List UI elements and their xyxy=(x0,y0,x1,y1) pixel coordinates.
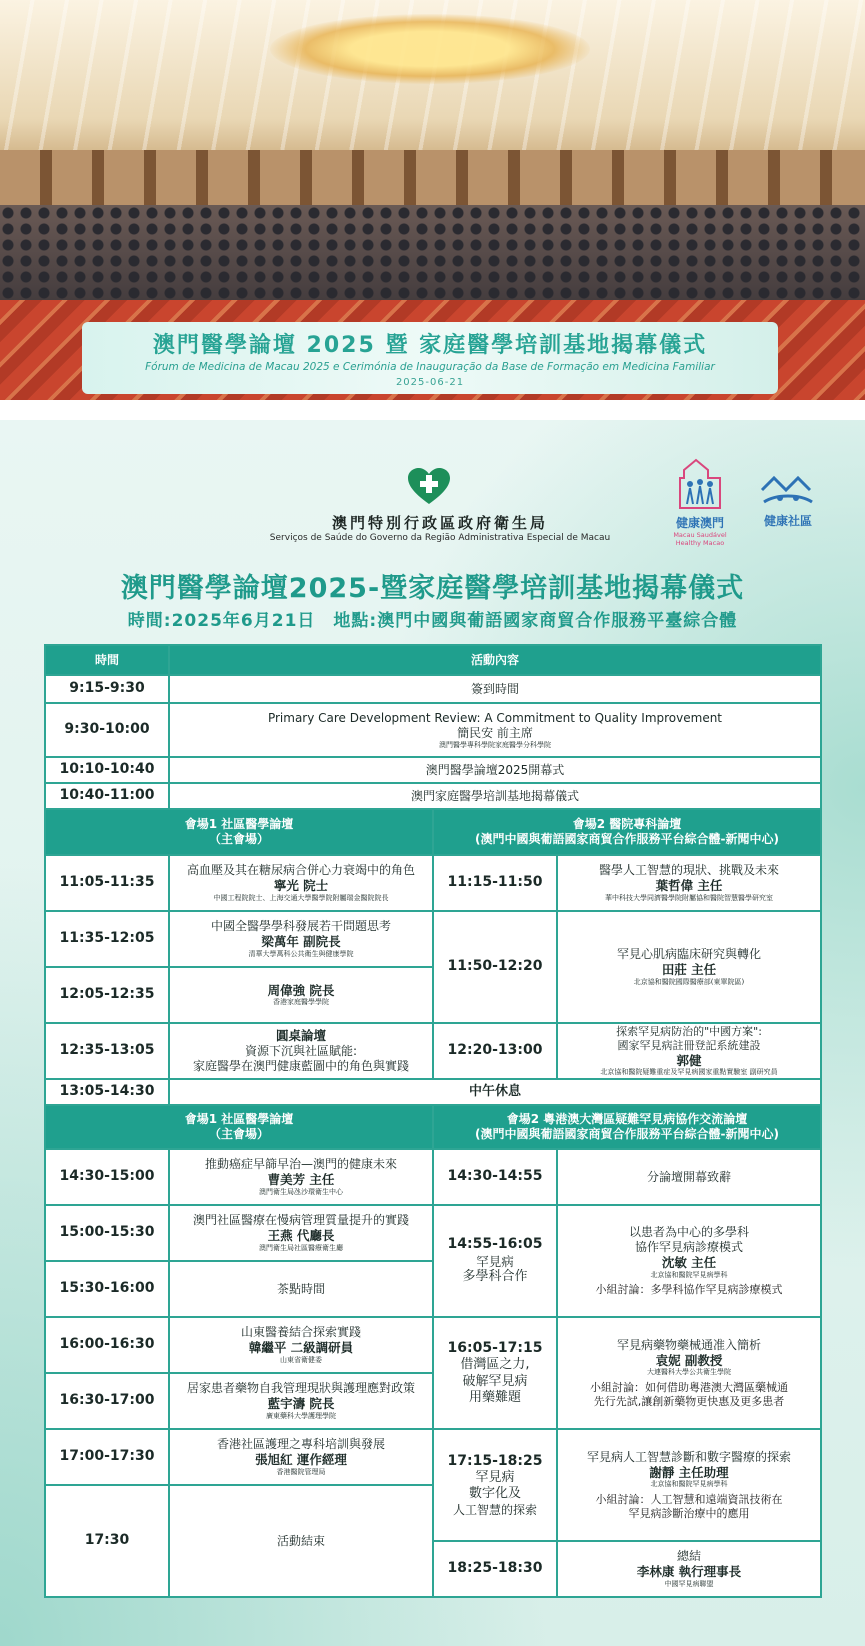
venue-note: （主會場） xyxy=(208,1127,269,1141)
talk-title: 推動癌症早篩早治—澳門的健康未來 xyxy=(204,1157,397,1172)
block-theme: 數字化及 xyxy=(468,1486,521,1502)
banner-title-zh: 澳門醫學論壇 2025 暨 家庭醫學培訓基地揭幕儀式 xyxy=(152,333,708,358)
healthy-community-label: 健康社區 xyxy=(763,514,812,528)
venue-note: （主會場） xyxy=(208,832,269,846)
programme-item: 茶點時間 xyxy=(169,1261,433,1317)
talk-title: Primary Care Development Review: A Commitment to Quality Improvement xyxy=(267,710,723,725)
programme-item xyxy=(557,1317,821,1429)
talk-title: 山東醫養結合探索實踐 xyxy=(240,1325,361,1340)
venue-name: 會場1 社區醫學論壇 xyxy=(184,1112,294,1126)
panel-discussion: 小組討論：多學科協作罕見病診療模式 xyxy=(595,1283,783,1297)
chandelier xyxy=(270,14,590,84)
programme-item xyxy=(169,1023,433,1079)
speaker: 藍宇濤 院長 xyxy=(267,1396,335,1412)
time-cell: 15:00-15:30 xyxy=(45,1205,169,1261)
speaker: 張旭紅 運作經理 xyxy=(255,1452,347,1468)
speaker: 簡民安 前主席 xyxy=(457,725,533,740)
programme-item xyxy=(557,1205,821,1317)
programme-item xyxy=(169,1205,433,1261)
healthy-macao-sub-pt: Macau Saudável xyxy=(673,531,727,539)
block-theme: 罕見病 xyxy=(475,1470,515,1485)
health-bureau-logo-icon xyxy=(408,468,450,506)
speaker: 寧光 院士 xyxy=(273,878,329,894)
programme-item xyxy=(557,855,821,911)
speaker: 葉哲偉 主任 xyxy=(655,878,723,894)
time-cell: 17:00-17:30 xyxy=(45,1429,169,1485)
time-range: 16:05-17:15 xyxy=(447,1339,543,1356)
talk-title: 罕見心肌病臨床研究與轉化 xyxy=(616,947,761,962)
talk-title: 總結 xyxy=(676,1549,701,1564)
time-cell: 10:40-11:00 xyxy=(45,783,169,809)
programme-item xyxy=(169,1149,433,1205)
time-cell: 14:30-15:00 xyxy=(45,1149,169,1205)
affiliation: 澳門醫學專科學院家庭醫學分科學院 xyxy=(439,740,551,749)
programme-item xyxy=(169,703,821,757)
programme-item xyxy=(169,855,433,911)
talk-title: 澳門社區醫療在慢病管理質量提升的實踐 xyxy=(192,1213,409,1228)
talk-title: 中國全醫學學科發展若干問題思考 xyxy=(210,919,391,934)
time-cell: 9:15-9:30 xyxy=(45,675,169,703)
venue-note: (澳門中國與葡語國家商貿合作服務平台綜合體-新聞中心) xyxy=(475,832,779,846)
speaker: 田莊 主任 xyxy=(661,962,717,978)
block-theme: 人工智慧的探索 xyxy=(452,1502,537,1517)
time-cell: 14:30-14:55 xyxy=(433,1149,557,1205)
header-content: 活動內容 xyxy=(169,645,821,675)
affiliation: 澳門衛生局氹沙環衛生中心 xyxy=(259,1187,343,1196)
talk-title: 探索罕見病防治的"中國方案": xyxy=(616,1025,762,1039)
time-cell: 11:05-11:35 xyxy=(45,855,169,911)
time-cell: 12:35-13:05 xyxy=(45,1023,169,1079)
speaker: 李林康 執行理事長 xyxy=(636,1564,742,1580)
speaker: 郭健 xyxy=(676,1052,702,1068)
affiliation: 華中科技大學同濟醫學院附屬協和醫院智慧醫學研究室 xyxy=(605,893,773,902)
org-name-zh: 澳門特別行政區政府衛生局 xyxy=(331,514,548,532)
panel-discussion: 小組討論：如何借助粵港澳大灣區藥械通 xyxy=(590,1380,788,1394)
healthy-macao-figures-icon xyxy=(670,458,730,510)
time-range: 14:55-16:05 xyxy=(447,1236,543,1253)
block-theme: 破解罕見病 xyxy=(462,1373,528,1389)
banner-date: 2025-06-21 xyxy=(395,377,465,388)
time-cell: 16:30-17:00 xyxy=(45,1373,169,1429)
talk-title: 香港社區護理之專科培訓與發展 xyxy=(216,1437,385,1452)
time-cell: 13:05-14:30 xyxy=(45,1079,169,1105)
speaker: 曹美芳 主任 xyxy=(267,1172,335,1188)
affiliation: 北京協和醫院疑難重症及罕見病國家重點實驗室 副研究員 xyxy=(600,1068,778,1077)
speaker: 韓繼平 二級調研員 xyxy=(248,1340,354,1356)
speaker: 周偉強 院長 xyxy=(267,982,335,998)
talk-title: 圓桌論壇 xyxy=(275,1028,326,1044)
talk-title: 罕見病藥物藥械通准入簡析 xyxy=(616,1337,761,1352)
programme-item xyxy=(557,1541,821,1597)
panel-discussion: 小組討論：人工智慧和遠端資訊技術在 xyxy=(595,1492,783,1506)
programme-item: 簽到時間 xyxy=(169,675,821,703)
affiliation: 澳門衛生局社區醫療衛生廳 xyxy=(259,1243,343,1252)
session-header-venue2 xyxy=(433,1105,821,1149)
time-cell: 16:00-16:30 xyxy=(45,1317,169,1373)
programme-table xyxy=(44,644,822,1598)
programme-item xyxy=(169,1429,433,1485)
poster-header xyxy=(0,420,865,547)
event-end: 活動結束 xyxy=(169,1485,433,1597)
speaker: 袁妮 副教授 xyxy=(655,1352,723,1368)
programme-item xyxy=(557,911,821,1023)
poster-subtitle: 時間:2025年6月21日 地點:澳門中國與葡語國家商貿合作服務平臺綜合體 xyxy=(127,611,738,631)
org-name-pt: Serviços de Saúde do Governo da Região Administrativa Especial de Macau xyxy=(269,533,611,543)
forum-group-photo xyxy=(0,0,865,400)
panel-discussion: 先行先試,讓創新藥物更快惠及更多患者 xyxy=(593,1394,785,1408)
time-cell: 10:10-10:40 xyxy=(45,757,169,783)
photo-banner xyxy=(82,322,778,394)
speaker: 梁萬年 副院長 xyxy=(261,934,341,950)
time-cell: 15:30-16:00 xyxy=(45,1261,169,1317)
panel-topic: 家庭醫學在澳門健康藍圖中的角色與實踐 xyxy=(192,1058,409,1073)
talk-title: 罕見病人工智慧診斷和數字醫療的探索 xyxy=(586,1449,791,1464)
affiliation: 清華大學萬科公共衛生與健康學院 xyxy=(248,949,354,958)
talk-title: 醫學人工智慧的現狀、挑戰及未來 xyxy=(598,863,779,878)
affiliation: 廣東藥科大學護理學院 xyxy=(266,1411,336,1420)
panel-discussion: 罕見病診斷治療中的應用 xyxy=(628,1506,750,1520)
venue-name: 會場2 醫院專科論壇 xyxy=(572,817,682,831)
programme-item xyxy=(169,1317,433,1373)
healthy-community-houses-icon xyxy=(758,468,818,508)
panel-topic: 資源下沉與社區賦能: xyxy=(244,1043,358,1058)
programme-item xyxy=(557,1429,821,1541)
healthy-macao-sub-en: Healthy Macao xyxy=(675,539,725,547)
banner-title-pt: Fórum de Medicina de Macau 2025 e Cerimónia de Inauguração da Base de Formação em Medicina Familiar xyxy=(145,361,715,373)
affiliation: 大連醫科大學公共衛生學院 xyxy=(647,1368,731,1377)
time-cell: 11:35-12:05 xyxy=(45,911,169,967)
speaker: 沈敏 主任 xyxy=(661,1254,717,1270)
time-cell: 11:50-12:20 xyxy=(433,911,557,1023)
time-cell: 18:25-18:30 xyxy=(433,1541,557,1597)
affiliation: 北京協和醫院國際醫療部(東單院區) xyxy=(633,977,745,986)
time-cell: 12:20-13:00 xyxy=(433,1023,557,1079)
affiliation: 北京協和醫院罕見病學科 xyxy=(650,1480,728,1489)
healthy-macao-logo xyxy=(660,458,740,548)
programme-item xyxy=(169,967,433,1023)
speaker: 王燕 代廳長 xyxy=(267,1228,335,1244)
session-header-venue1 xyxy=(45,809,433,855)
programme-item xyxy=(557,1023,821,1079)
programme-item: 澳門家庭醫學培訓基地揭幕儀式 xyxy=(169,783,821,809)
poster-title: 澳門醫學論壇2025-暨家庭醫學培訓基地揭幕儀式 xyxy=(120,573,745,604)
speaker: 謝靜 主任助理 xyxy=(649,1464,729,1480)
header-time: 時間 xyxy=(45,645,169,675)
time-cell xyxy=(433,1429,557,1541)
affiliation: 北京協和醫院罕見病學科 xyxy=(650,1270,728,1279)
talk-title: 居家患者藥物自我管理現狀與護理應對政策 xyxy=(186,1381,415,1396)
talk-title: 高血壓及其在糖尿病合併心力衰竭中的角色 xyxy=(186,863,415,878)
affiliation: 香港醫院管理局 xyxy=(276,1467,326,1476)
time-cell: 12:05-12:35 xyxy=(45,967,169,1023)
venue-name: 會場2 粵港澳大灣區疑難罕見病協作交流論壇 xyxy=(506,1112,748,1126)
block-theme: 借灣區之力, xyxy=(460,1357,530,1373)
block-theme: 多學科合作 xyxy=(462,1269,528,1285)
block-theme: 罕見病 xyxy=(476,1253,514,1269)
time-cell xyxy=(433,1317,557,1429)
affiliation: 香港家庭醫學學院 xyxy=(273,998,329,1007)
talk-title: 國家罕見病註冊登記系統建設 xyxy=(617,1038,761,1052)
affiliation: 中國工程院院士、上海交通大學醫學院附屬瑞金醫院院長 xyxy=(213,893,389,902)
programme-item xyxy=(169,1373,433,1429)
time-cell: 9:30-10:00 xyxy=(45,703,169,757)
affiliation: 山東省衛健委 xyxy=(280,1355,322,1364)
time-cell: 11:15-11:50 xyxy=(433,855,557,911)
session-header-venue1 xyxy=(45,1105,433,1149)
time-range: 17:15-18:25 xyxy=(447,1452,543,1469)
time-cell xyxy=(433,1205,557,1317)
time-cell: 17:30 xyxy=(45,1485,169,1597)
lunch-break: 中午休息 xyxy=(169,1079,821,1105)
healthy-community-logo xyxy=(748,468,828,548)
programme-item: 澳門醫學論壇2025開幕式 xyxy=(169,757,821,783)
affiliation: 中國罕見病聯盟 xyxy=(664,1579,714,1588)
talk-title: 以患者為中心的多學科 xyxy=(628,1224,749,1239)
venue-note: (澳門中國與葡語國家商貿合作服務平台綜合體-新聞中心) xyxy=(475,1127,779,1141)
talk-title: 協作罕見病診療模式 xyxy=(634,1239,743,1254)
venue-name: 會場1 社區醫學論壇 xyxy=(184,817,294,831)
healthy-macao-label: 健康澳門 xyxy=(675,516,724,530)
programme-poster xyxy=(0,420,865,1646)
block-theme: 用藥難題 xyxy=(468,1389,521,1405)
programme-item: 分論壇開幕致辭 xyxy=(557,1149,821,1205)
programme-item xyxy=(169,911,433,967)
session-header-venue2 xyxy=(433,809,821,855)
